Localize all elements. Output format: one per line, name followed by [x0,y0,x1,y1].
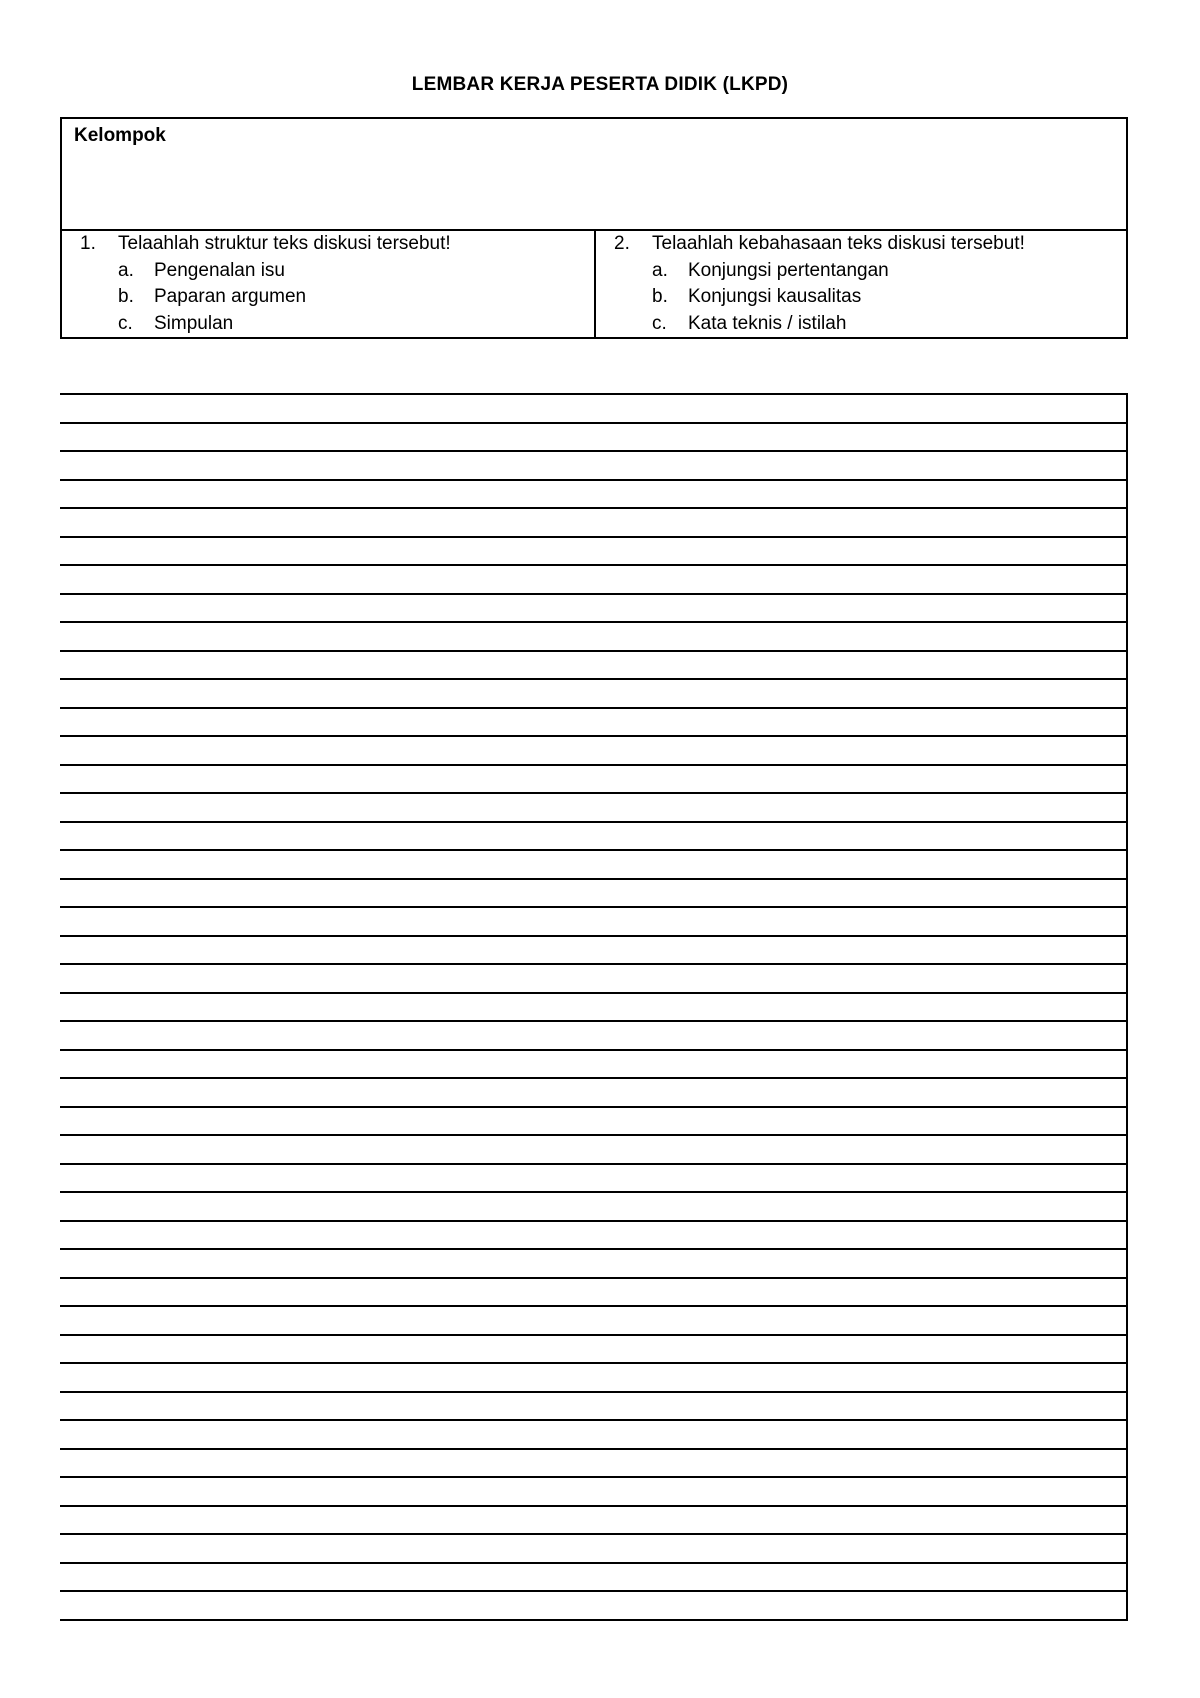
ruled-line [60,878,1126,880]
ruled-line [60,1049,1126,1051]
task-item-text: Simpulan [154,313,234,334]
task-item [118,313,233,335]
worksheet-header-table [60,117,1128,339]
ruled-line [60,593,1126,595]
ruled-line [60,707,1126,709]
task-item-letter: c. [652,313,667,334]
task-item-text: Konjungsi pertentangan [688,260,889,281]
task-item [118,286,306,308]
task-text: Telaahlah struktur teks diskusi tersebut! [118,233,451,254]
ruled-line [60,935,1126,937]
ruled-line [60,1163,1126,1165]
ruled-line [60,1590,1126,1592]
ruled-line [60,650,1126,652]
task-item-letter: c. [118,313,133,334]
group-field[interactable] [62,119,1126,231]
ruled-line [60,564,1126,566]
ruled-line [60,1505,1126,1507]
group-label: Kelompok [74,125,166,146]
ruled-line [60,906,1126,908]
task-item-letter: b. [652,286,668,307]
ruled-line [60,450,1126,452]
task-question [80,233,451,255]
ruled-line [60,1419,1126,1421]
ruled-line [60,1562,1126,1564]
task-item [652,260,889,282]
ruled-line [60,1476,1126,1478]
task-cell-language [596,231,1126,337]
task-item-letter: b. [118,286,134,307]
ruled-line [60,1533,1126,1535]
ruled-line [60,735,1126,737]
answer-writing-area[interactable] [60,393,1128,1621]
task-item [118,260,285,282]
ruled-line [60,1220,1126,1222]
page-title: LEMBAR KERJA PESERTA DIDIK (LKPD) [411,74,789,95]
ruled-line [60,1020,1126,1022]
ruled-line [60,536,1126,538]
ruled-line [60,678,1126,680]
ruled-line [60,507,1126,509]
ruled-line [60,1277,1126,1279]
task-text: Telaahlah kebahasaan teks diskusi tersebut! [652,233,1025,254]
ruled-line [60,1619,1126,1621]
ruled-line [60,1077,1126,1079]
task-item [652,286,861,308]
task-number: 1. [80,233,96,254]
ruled-line [60,1334,1126,1336]
ruled-line [60,621,1126,623]
task-item-text: Konjungsi kausalitas [688,286,862,307]
task-item-text: Paparan argumen [154,286,307,307]
ruled-line [60,393,1126,395]
task-number: 2. [614,233,630,254]
ruled-line [60,821,1126,823]
ruled-line [60,1248,1126,1250]
task-item-letter: a. [118,260,134,281]
ruled-line [60,992,1126,994]
ruled-line [60,479,1126,481]
ruled-line [60,1305,1126,1307]
task-item [652,313,846,335]
task-item-text: Pengenalan isu [154,260,285,281]
ruled-line [60,1362,1126,1364]
ruled-line [60,849,1126,851]
ruled-line [60,1106,1126,1108]
task-question [614,233,1025,255]
ruled-line [60,1191,1126,1193]
ruled-line [60,1134,1126,1136]
task-item-letter: a. [652,260,668,281]
task-cell-structure [62,231,596,337]
task-item-text: Kata teknis / istilah [688,313,847,334]
ruled-line [60,1391,1126,1393]
ruled-line [60,792,1126,794]
ruled-line [60,764,1126,766]
ruled-line [60,1448,1126,1450]
ruled-line [60,422,1126,424]
ruled-line [60,963,1126,965]
